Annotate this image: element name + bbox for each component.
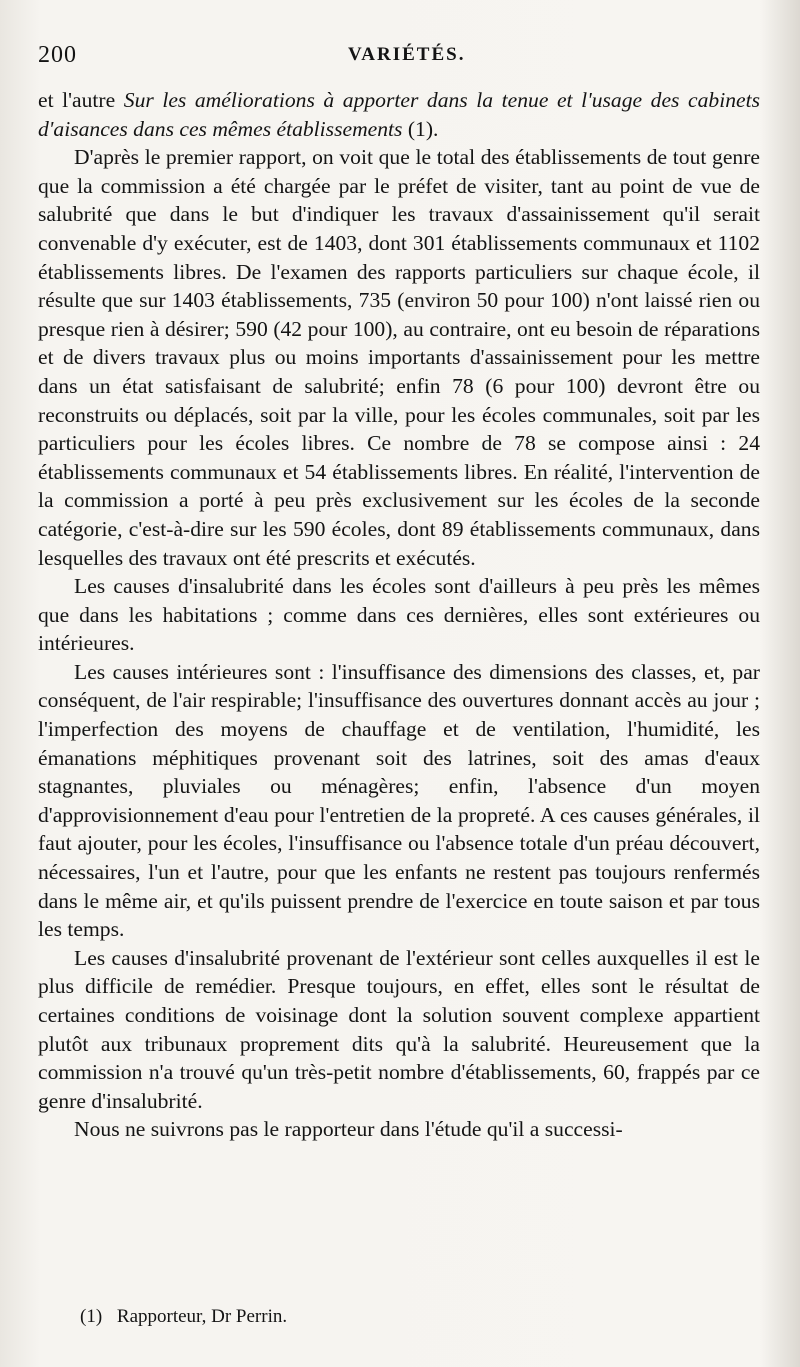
- footnote: [80, 1306, 287, 1328]
- text-run: Nous ne suivrons pas le rapporteur dans l'étude qu'il a successi-: [74, 1117, 623, 1142]
- text-run: Les causes d'insalubrité dans les écoles sont d'ailleurs à peu près les mêmes que dans les habitations ; comme dans ces dernières, elles sont extérieures ou intérieures.: [38, 574, 760, 656]
- text-run: Les causes d'insalubrité provenant de l'extérieur sont celles auxquelles il est le plus difficile de remédier. Presque toujours, en effet, elles sont le résultat de certaines conditions de voisinage dont la solution souvent complexe appartient plutôt aux tribunaux proprement dits qu'à la salubrité. Heureusement que la commission n'a trouvé qu'un très-petit nombre d'établissements, 60, frappés par ce genre d'insalubrité.: [38, 945, 760, 1113]
- italic-text: Sur les améliorations à apporter dans la tenue et l'usage des cabinets d'aisances dans ces mêmes établissements: [38, 88, 760, 141]
- paragraph: [38, 944, 760, 1116]
- text-run: et l'autre: [38, 88, 124, 112]
- text-run: (1).: [402, 116, 439, 141]
- footnote-label: (1): [80, 1306, 103, 1327]
- text-run: Les causes intérieures sont : l'insuffisance des dimensions des classes, et, par conséquent, de l'air respirable; l'insuffisance des ouvertures donnant accès au jour ; l'imperfection des moyens de chauffage et de ventilation, l'humidité, les émanations méphitiques provenant soit des latrines, soit des amas d'eaux stagnantes, pluviales ou ménagères; enfin, l'absence d'un moyen d'approvisionnement d'eau pour l'entretien de la propreté. A ces causes générales, il faut ajouter, pour les écoles, l'insuffisance ou l'absence totale d'un préau découvert, nécessaires, l'un et l'autre, pour que les enfants ne restent pas toujours renfermés dans le même air, et qu'ils puissent prendre de l'exercice en toute saison et par tous les temps.: [38, 659, 760, 942]
- paragraph: [38, 572, 760, 658]
- paragraph: [38, 143, 760, 572]
- page-number: 200: [38, 42, 77, 68]
- paragraph: [38, 1115, 760, 1144]
- footnote-text: Rapporteur, Dr Perrin.: [116, 1306, 288, 1327]
- text-run: D'après le premier rapport, on voit que le total des établissements de tout genre que la commission a été chargée par le préfet de visiter, tant au point de vue de salubrité que dans le but d'indiquer les travaux d'assainissement qu'il serait convenable d'y exécuter, est de 1403, dont 301 établissements communaux et 1102 établissements libres. De l'examen des rapports particuliers sur chaque école, il résulte que sur 1403 établissements, 735 (environ 50 pour 100) n'ont laissé rien ou presque rien à désirer; 590 (42 pour 100), au contraire, ont eu besoin de réparations et de divers travaux plus ou moins importants d'assainissement pour les mettre dans un état satisfaisant de salubrité; enfin 78 (6 pour 100) devront être ou reconstruits ou déplacés, soit par la ville, pour les écoles communales, soit par les particuliers pour les écoles libres. Ce nombre de 78 se compose ainsi : 24 établissements communaux et 54 établissements libres. En réalité, l'intervention de la commission a porté à peu près exclusivement sur les écoles de la seconde catégorie, c'est-à-dire sur les 590 écoles, dont 89 établissements communaux, dans lesquelles des travaux ont été prescrits et exécutés.: [38, 145, 760, 570]
- paragraph: [38, 86, 760, 143]
- paragraph: [38, 658, 760, 944]
- body-text: [38, 86, 760, 1144]
- running-title: VARIÉTÉS.: [348, 44, 466, 65]
- page-header: [38, 40, 770, 76]
